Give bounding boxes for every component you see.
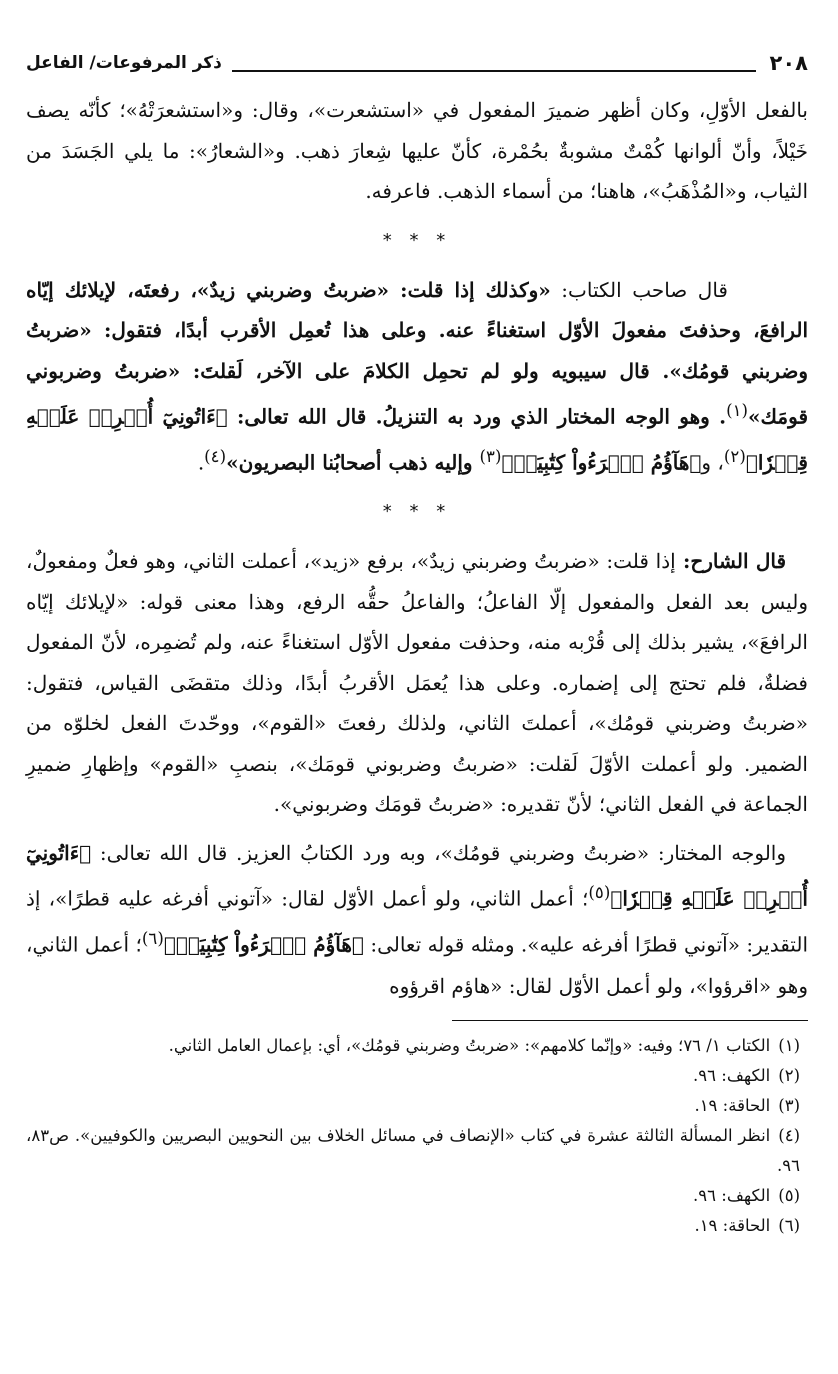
paragraph-author-text [26, 270, 808, 484]
footnote-number: (٢) [778, 1066, 800, 1086]
footnote-number: (٤) [778, 1126, 800, 1146]
quran-verse-haqqa-2: ﴿هَآؤُمُ ٱقۡرَءُواْ كِتَٰبِيَهۡ﴾ [163, 933, 364, 958]
footnote-text: الكهف: ٩٦. [693, 1186, 771, 1206]
footnote-number: (٦) [778, 1216, 800, 1236]
quran-verse-kahf: ﴿ءَاتُونِيٓ أُفۡرِغۡ عَلَيۡهِ قِطۡرٗا﴾ [26, 404, 808, 475]
commentator-lead: قال الشارح: [675, 549, 787, 574]
footnote-number: (٥) [778, 1186, 800, 1206]
commentary-text: إذا قلت: «ضربتُ وضربني زيدٌ»، برفع «زيد»، أعملت الثاني، وهو فعلٌ ومفعولٌ، وليس بعد الفعل والمفعول إلّا الفاعلُ؛ والفاعلُ حقُّه الرفع، وهذا معنى قوله: «لإيلائك إيّاه الرافعَ»، يشير بذلك إلى قُرْبه منه، وحذفت مفعول الأوّل استغناءً عنه، ولم تُضمِره، لأنّ المفعول فضلةٌ، فلم تحتج إلى إضماره. وعلى هذا يُعمَل الأقربُ أبدًا، وذلك متقضَى القياس، فتقول: «ضربتُ وضربني قومُك»، أعملتَ الثاني، ولذلك رفعتَ «القوم»، ووحّدتَ الفعل لخلوّه من الضمير. ولو أعملت الأوّلَ لَقلت: «ضربتُ وضربوني قومَك»، بنصبِ «القوم» وإظهارِ ضميرِ الجماعة في الفعل الثاني؛ لأنّ تقديره: «ضربتُ قومَك وضربوني». [26, 549, 808, 817]
author-quote-end: وإليه ذهب أصحابُنا البصريون» [226, 450, 480, 475]
period: . [197, 450, 205, 475]
footnote-ref-1: (١) [726, 401, 749, 420]
quran-verse-kahf-2: ﴿ءَاتُونِيٓ أُفۡرِغۡ عَلَيۡهِ قِطۡرٗا﴾ [26, 840, 808, 911]
footnote-5 [26, 1181, 808, 1211]
paragraph-preferred [26, 833, 808, 1006]
footnote-4 [26, 1121, 808, 1181]
section-separator-2: * * * [382, 501, 452, 523]
footnote-2 [26, 1061, 808, 1091]
footnote-text: انظر المسألة الثالثة عشرة في كتاب «الإنصاف في مسائل الخلاف بين النحويين البصريين والكوفيين». ص٨٣، ٩٦. [26, 1126, 800, 1176]
conjunction: ، و [701, 450, 724, 475]
footnote-ref-3: (٣) [479, 447, 502, 467]
footnote-text: الكهف: ٩٦. [693, 1066, 771, 1086]
author-lead: قال صاحب الكتاب: [550, 277, 728, 302]
footnote-text: الكتاب ١/ ٧٦؛ وفيه: «وإنّما كلامهم»: «ضربتُ وضربني قومُك»، أي: بإعمال العامل الثاني. [168, 1036, 771, 1056]
footnote-number: (٣) [778, 1096, 800, 1116]
footnote-text: الحاقة: ١٩. [694, 1096, 771, 1116]
footnote-ref-2: (٢) [723, 447, 746, 467]
footnote-rule [452, 1020, 808, 1021]
main-text [26, 90, 808, 1006]
footnote-number: (١) [778, 1036, 800, 1056]
preferred-text-1: والوجه المختار: «ضربتُ وضربني قومُك»، وبه ورد الكتابُ العزيز. قال الله تعالى: [91, 840, 786, 865]
footnote-text: الحاقة: ١٩. [694, 1216, 771, 1236]
page-header [26, 48, 808, 78]
author-quote-cont: . وهو الوجه المختار الذي ورد به التنزيلُ. قال الله تعالى: [227, 404, 727, 429]
header-rule [232, 70, 756, 72]
preferred-text-3: ؛ أعمل الثاني، وهو «اقرؤوا»، ولو أعمل الأوّل لقال: «هاؤم اقرؤوه [26, 933, 808, 998]
running-title: ذكر المرفوعات/ الفاعل [26, 53, 222, 73]
footnote-3 [26, 1091, 808, 1121]
quran-verse-haqqa: ﴿هَآؤُمُ ٱقۡرَءُواْ كِتَٰبِيَهۡ﴾ [501, 450, 702, 475]
footnote-ref-6: (٦) [141, 929, 164, 949]
footnote-1 [26, 1031, 808, 1061]
footnote-ref-4: (٤) [204, 447, 227, 467]
footnote-6 [26, 1211, 808, 1241]
section-separator: * * * [382, 229, 452, 251]
footnote-ref-5: (٥) [588, 883, 611, 903]
footnotes [26, 1031, 808, 1241]
author-quote: «وكذلك إذا قلت: «ضربتُ وضربني زيدٌ»، رفعتَه، لإيلائك إيّاه الرافعَ، وحذفتَ مفعولَ الأوّل استغناءً عنه. وعلى هذا تُعمِل الأقرب أبدًا، فتقول: «ضربتُ وضربني قومُك». قال سيبويه ولو لم تحمِل الكلامَ على الآخر، لَقلتَ: «ضربتُ وضربوني قومَك» [26, 277, 809, 429]
paragraph-1: بالفعل الأوّلِ، وكان أظهر ضميرَ المفعول في «استشعرت»، وقال: و«استشعرَتْهُ»؛ كأنّه يصف خَيْلاً، وأنّ ألوانها كُمْتٌ مشوبةٌ بحُمْرة، كأنّ عليها شِعارَ ذهب. و«الشعارُ»: ما يلي الجَسَدَ من الثياب، و«المُذْهَبُ»، هاهنا؛ من أسماء الذهب. فاعرفه. [26, 98, 808, 203]
page-number: ٢٠٨ [769, 51, 808, 75]
paragraph-commentary [26, 541, 808, 825]
preferred-text-2: ؛ أعمل الثاني، ولو أعمل الأوّل لقال: «آتوني أفرغه عليه قطرًا»، إذ التقدير: «آتوني قطرًا أفرغه عليه». ومثله قوله تعالى: [26, 886, 808, 958]
